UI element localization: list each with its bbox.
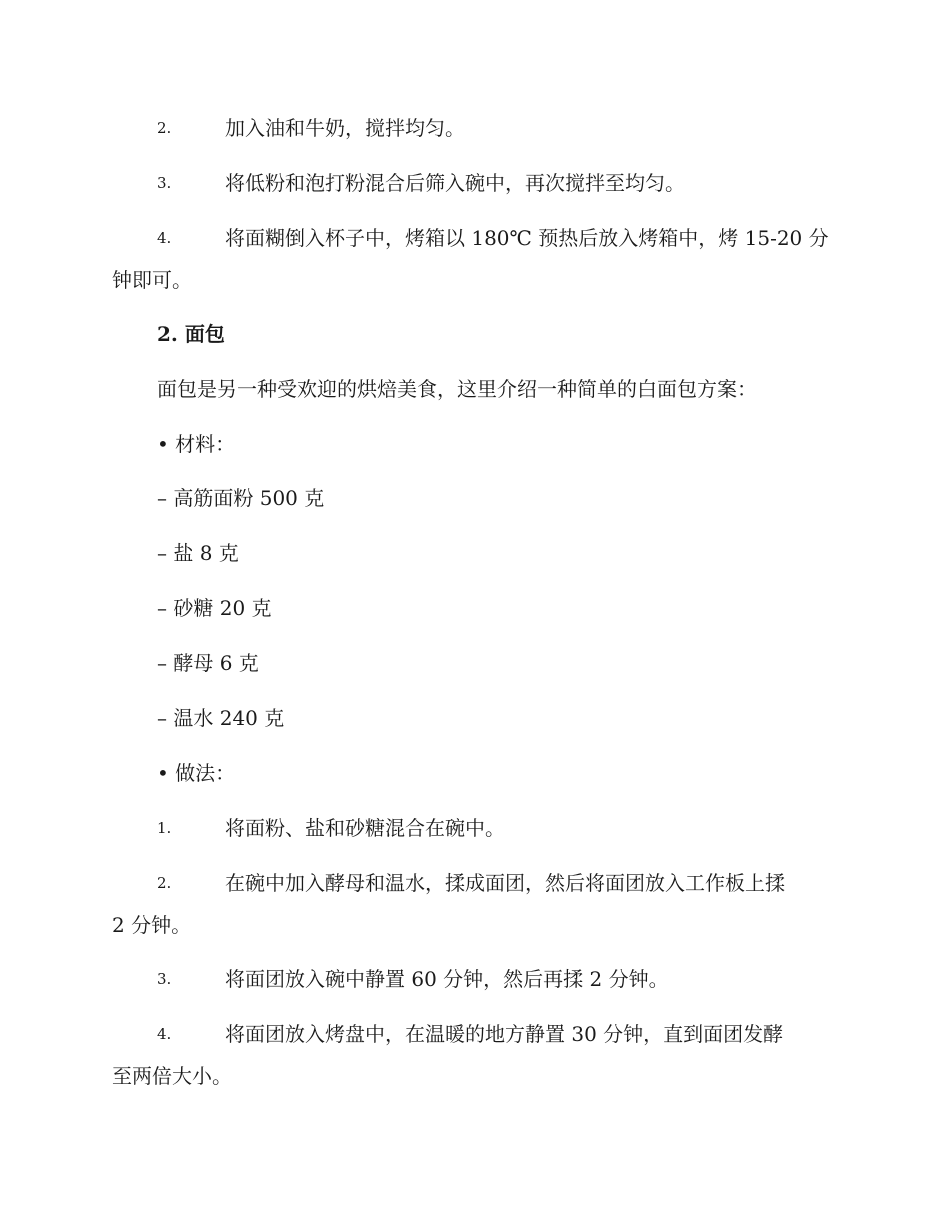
step-number: 3. xyxy=(157,970,172,988)
material-item: – 高筋面粉 500 克 xyxy=(157,486,325,510)
method-label: • 做法： xyxy=(157,761,236,785)
step-text: 将面团放入烤盘中，在温暖的地方静置 30 分钟，直到面团发酵 xyxy=(225,1022,784,1046)
step-text: 将面糊倒入杯子中，烤箱以 180℃ 预热后放入烤箱中，烤 15-20 分 xyxy=(225,226,829,250)
section-heading: 2. 面包 xyxy=(157,322,225,346)
step-number: 1. xyxy=(157,819,172,837)
step-text: 将面团放入碗中静置 60 分钟，然后再揉 2 分钟。 xyxy=(225,967,669,991)
step-number: 4. xyxy=(157,229,172,247)
step-number: 2. xyxy=(157,119,172,137)
material-item: – 酵母 6 克 xyxy=(157,651,259,675)
step-text-continuation: 2 分钟。 xyxy=(112,913,192,937)
step-text: 加入油和牛奶，搅拌均匀。 xyxy=(225,116,465,140)
materials-label: • 材料： xyxy=(157,432,236,456)
section-intro: 面包是另一种受欢迎的烘焙美食，这里介绍一种简单的白面包方案： xyxy=(157,377,757,401)
step-number: 2. xyxy=(157,874,172,892)
material-item: – 砂糖 20 克 xyxy=(157,596,272,620)
step-text-continuation: 钟即可。 xyxy=(112,268,192,292)
step-text-continuation: 至两倍大小。 xyxy=(112,1064,232,1088)
step-number: 3. xyxy=(157,174,172,192)
step-number: 4. xyxy=(157,1025,172,1043)
material-item: – 温水 240 克 xyxy=(157,706,285,730)
step-text: 将面粉、盐和砂糖混合在碗中。 xyxy=(225,816,505,840)
material-item: – 盐 8 克 xyxy=(157,541,239,565)
step-text: 在碗中加入酵母和温水，揉成面团，然后将面团放入工作板上揉 xyxy=(225,871,785,895)
step-text: 将低粉和泡打粉混合后筛入碗中，再次搅拌至均匀。 xyxy=(225,171,685,195)
